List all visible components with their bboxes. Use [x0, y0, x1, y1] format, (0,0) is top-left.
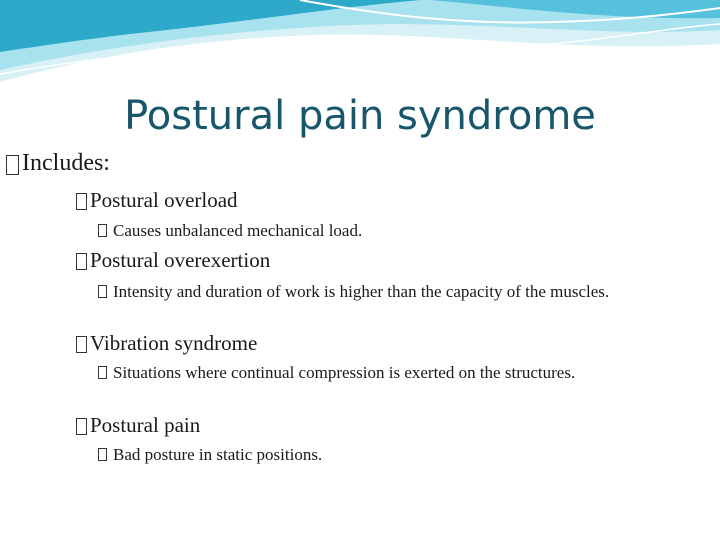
sub-bullet-postural-overload [98, 220, 678, 242]
bullet-box-icon [76, 336, 87, 353]
bullet-label: Postural pain [90, 413, 201, 437]
bullet-includes [6, 150, 110, 177]
sub-bullet-text: Bad posture in static positions. [113, 445, 323, 464]
bullet-box-icon [98, 366, 107, 379]
bullet-box-icon [6, 155, 19, 175]
slide-title: Postural pain syndrome [124, 93, 596, 139]
sub-bullet-text: Situations where continual compression is exerted on the structures. [113, 363, 576, 382]
bullet-label: Vibration syndrome [90, 331, 258, 355]
bullet-box-icon [76, 253, 87, 270]
bullet-includes-label: Includes: [22, 150, 110, 176]
bullet-box-icon [76, 418, 87, 435]
bullet-postural-overexertion [76, 248, 270, 273]
sub-bullet-postural-overexertion [98, 281, 678, 303]
sub-bullet-postural-pain [98, 444, 678, 466]
bullet-box-icon [98, 285, 107, 298]
bullet-box-icon [98, 224, 107, 237]
sub-bullet-vibration-syndrome [98, 362, 658, 384]
bullet-box-icon [76, 193, 87, 210]
bullet-label: Postural overload [90, 188, 238, 212]
sub-bullet-text: Causes unbalanced mechanical load. [113, 221, 363, 240]
bullet-vibration-syndrome [76, 331, 257, 356]
bullet-postural-overload [76, 188, 238, 213]
bullet-postural-pain [76, 413, 200, 438]
sub-bullet-text: Intensity and duration of work is higher than the capacity of the muscles. [113, 282, 610, 301]
bullet-label: Postural overexertion [90, 248, 271, 272]
bullet-box-icon [98, 448, 107, 461]
